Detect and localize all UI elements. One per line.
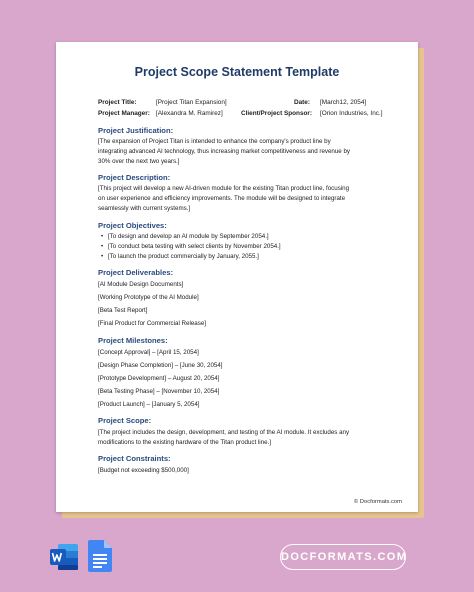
deliverable-item: [Working Prototype of the AI Module] — [98, 294, 199, 301]
scope-line: modifications to the existing hardware of the Titan product line.] — [98, 439, 272, 446]
milestones-heading: Project Milestones: — [98, 336, 168, 345]
objective-item: • [To conduct beta testing with select clients by November 2054.] — [108, 243, 281, 250]
date-value: [March12, 2054] — [320, 99, 367, 106]
project-title-label: Project Title: — [98, 99, 137, 106]
objective-item: • [To launch the product commercially by January, 2055.] — [108, 253, 259, 260]
constraint-item: [Budget not exceeding $500,000] — [98, 467, 189, 474]
microsoft-word-icon[interactable] — [48, 542, 80, 572]
milestone-item: [Product Launch] – [January 5, 2054] — [98, 401, 200, 408]
google-docs-icon[interactable] — [88, 540, 112, 572]
deliverables-heading: Project Deliverables: — [98, 268, 174, 277]
project-title-value: [Project Titan Expansion] — [156, 99, 227, 106]
sponsor-value: [Orion Industries, Inc.] — [320, 110, 383, 117]
deliverable-item: [AI Module Design Documents] — [98, 281, 184, 288]
objective-item: • [To design and develop an AI module by September 2054.] — [108, 233, 269, 240]
justification-line: 30% over the next two years.] — [98, 158, 180, 165]
project-manager-label: Project Manager: — [98, 110, 150, 117]
description-line: on user experience and efficiency improvements. The module will be designed to integrate — [98, 195, 346, 202]
scope-line: [The project includes the design, development, and testing of the AI module. It excludes any — [98, 429, 350, 436]
copyright-credit: © Docformats.com — [353, 499, 402, 505]
meta-row-title — [98, 99, 408, 110]
description-line: [This project will develop a new AI-driven module for the existing Titan product line, focusing — [98, 185, 350, 192]
project-meta — [98, 99, 408, 121]
brand-badge[interactable]: DOCFORMATS.COM — [280, 544, 406, 570]
document-page — [56, 42, 418, 512]
project-manager-value: [Alexandra M. Ramirez] — [156, 110, 223, 117]
justification-heading: Project Justification: — [98, 126, 174, 135]
description-line: seamlessly with current systems.] — [98, 205, 191, 212]
milestone-item: [Beta Testing Phase] – [November 10, 2054] — [98, 388, 220, 395]
document-title: Project Scope Statement Template — [134, 65, 340, 79]
justification-line: [The expansion of Project Titan is intended to enhance the company's product line by — [98, 138, 331, 145]
deliverable-item: [Beta Test Report] — [98, 307, 148, 314]
meta-row-manager — [98, 110, 408, 121]
justification-line: integrating advanced AI technology, thus increasing market competitiveness and revenue by — [98, 148, 351, 155]
sponsor-label: Client/Project Sponsor: — [241, 110, 313, 117]
milestone-item: [Prototype Development] – August 20, 2054] — [98, 375, 220, 382]
date-label: Date: — [294, 99, 310, 106]
milestone-item: [Design Phase Completion] – [June 30, 2054] — [98, 362, 223, 369]
deliverable-item: [Final Product for Commercial Release] — [98, 320, 206, 327]
objectives-heading: Project Objectives: — [98, 221, 167, 230]
milestone-item: [Concept Approval] – [April 15, 2054] — [98, 349, 199, 356]
description-heading: Project Description: — [98, 173, 171, 182]
constraints-heading: Project Constraints: — [98, 454, 171, 463]
scope-heading: Project Scope: — [98, 416, 152, 425]
